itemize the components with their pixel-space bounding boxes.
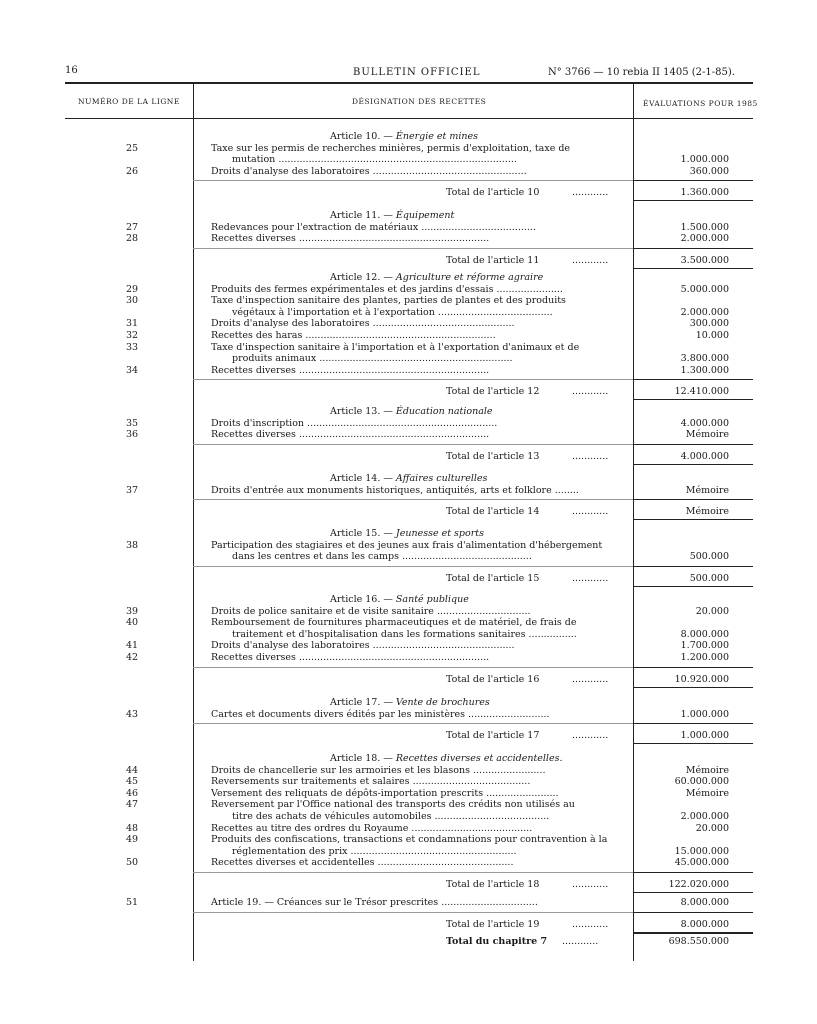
line-number: 30 [125,295,139,307]
designation-text: Recettes diverses ............................................................... [211,364,490,376]
article-total-amount: 3.500.000 [680,254,729,266]
section-rule [193,912,633,913]
line-number: 41 [125,640,139,652]
subtotal-rule [633,248,753,249]
amount-value: 1.700.000 [680,640,729,652]
subtotal-rule [633,566,753,567]
article-heading [330,753,562,764]
line-number: 43 [125,708,139,720]
designation-text: Remboursement de fournitures pharmaceutiques et de matériel, de frais de [211,617,577,629]
article-total-amount: 500.000 [689,572,729,584]
article-title: Jeunesse et sports [395,528,484,539]
amount-value: 1.200.000 [680,652,729,663]
col-header-line: NUMÉRO DE LA LIGNE [78,97,180,106]
article-total-label: Total de l'article 18 [446,879,540,890]
designation-text: dans les centres et dans les camps ........................................... [232,551,532,563]
grand-total-rule [633,932,753,934]
line-number: 27 [125,221,139,233]
line-number: 34 [125,364,139,376]
subtotal-rule [633,723,753,724]
line-number: 40 [125,617,139,629]
amount-value: 1.500.000 [680,221,729,233]
total-leader-dots: ............ [572,673,609,685]
bulletin-title: BULLETIN OFFICIEL [353,67,481,78]
line-number: 39 [125,605,139,617]
line-number: 45 [125,776,139,788]
article-total-label: Total de l'article 12 [446,386,540,398]
amount-value: 1.000.000 [680,154,729,166]
issue-info: N° 3766 — 10 rebia II 1405 (2-1-85). [548,67,735,78]
article-total-label: Total de l'article 13 [446,450,540,462]
section-rule [193,566,633,567]
designation-text: végétaux à l'importation et à l'exportation ...................................... [232,306,553,318]
designation-text: traitement et d'hospitalisation dans les formations sanitaires ................ [232,628,577,640]
amount-value: 8.000.000 [680,897,729,908]
article-total-label: Total de l'article 11 [446,254,540,266]
article-total-amount: 1.360.000 [680,187,729,199]
total-leader-dots: ............ [572,386,609,398]
line-number: 50 [125,857,139,869]
total-rule [633,464,753,465]
article-number: Article 15. — [330,528,396,539]
article-title: Vente de brochures [395,697,490,708]
designation-text: mutation ............................................................................... [232,154,517,166]
section-rule [193,723,633,724]
article-title: Santé publique [395,594,469,605]
amount-value: 5.000.000 [680,283,729,295]
col-divider-2 [633,84,634,961]
section-rule [193,872,633,873]
subtotal-rule [633,444,753,445]
article-number: Article 12. — [330,272,396,283]
page-number: 16 [65,65,78,76]
line-number: 48 [125,822,139,834]
article-heading [330,697,490,708]
total-leader-dots: ............ [572,918,609,930]
amount-value: 45.000.000 [674,857,729,869]
article-total-label: Total de l'article 14 [446,506,540,518]
article-heading [330,594,469,605]
total-rule [633,892,753,893]
article-number: Article 18. — [330,753,396,764]
designation-text: Recettes au titre des ordres du Royaume ........................................ [211,822,533,834]
amount-value: 500.000 [689,551,729,563]
amount-value: 2.000.000 [680,233,729,245]
col-header-evaluation: ÉVALUATIONS POUR 1985 [643,99,758,108]
designation-text: Redevances pour l'extraction de matériaux ...................................... [211,221,536,233]
article-title: Énergie et mines [395,131,479,142]
article-heading [330,406,493,417]
total-rule [633,268,753,269]
article-heading [330,272,543,283]
line-number: 38 [125,539,139,551]
amount-value: 3.800.000 [680,353,729,365]
line-number: 25 [125,142,139,154]
total-rule [633,743,753,744]
article-total-amount: Mémoire [685,506,729,518]
designation-text: produits animaux ................................................................ [232,353,513,365]
amount-value: 2.000.000 [680,811,729,822]
amount-value: 60.000.000 [674,776,729,788]
article-total-label: Total de l'article 10 [446,187,540,199]
article-title: Équipement [395,210,455,221]
amount-value: Mémoire [685,764,729,776]
total-leader-dots: ............ [572,730,609,742]
subtotal-rule [633,912,753,913]
designation-text: titre des achats de véhicules automobiles ...................................... [232,811,550,822]
line-number: 44 [125,764,139,776]
amount-value: 10.000 [695,330,729,341]
designation-text: Versement des reliquats de dépôts-importation prescrits ........................ [211,787,559,799]
designation-text: Recettes diverses ............................................................... [211,652,490,663]
designation-text: Recettes diverses ............................................................... [211,429,490,441]
article-number: Article 10. — [330,131,396,142]
subtotal-rule [633,379,753,380]
article-title: Agriculture et réforme agraire [395,272,544,283]
article-heading [330,473,487,484]
section-rule [193,379,633,380]
amount-value: 15.000.000 [674,845,729,857]
section-rule [193,667,633,668]
line-number: 33 [125,341,139,353]
total-leader-dots: ............ [572,187,609,199]
article-total-label: Total de l'article 17 [446,730,540,742]
amount-value: 8.000.000 [680,628,729,640]
article-total-amount: 10.920.000 [674,673,729,685]
article-total-amount: 8.000.000 [680,918,729,930]
section-rule [193,444,633,445]
line-number: 42 [125,652,139,663]
line-number: 36 [125,429,139,441]
total-rule [633,519,753,520]
article-number: Article 13. — [330,406,396,417]
total-rule [633,586,753,587]
section-rule [193,499,633,500]
amount-value: 20.000 [695,605,729,617]
amount-value: 300.000 [689,318,729,330]
designation-text: Recettes diverses ............................................................... [211,233,490,245]
designation-text: Taxe d'inspection sanitaire à l'importation et à l'exportation d'animaux et de [211,341,580,353]
article-total-label: Total de l'article 16 [446,673,540,685]
designation-text: Recettes diverses et accidentelles ............................................. [211,857,514,869]
amount-value: 1.300.000 [680,364,729,376]
designation-text: Droits de police sanitaire et de visite sanitaire ............................... [211,605,531,617]
line-number: 26 [125,165,139,177]
line-number: 28 [125,233,139,245]
subtotal-rule [633,872,753,873]
amount-value: Mémoire [685,484,729,496]
article-heading [330,131,478,142]
subtotal-rule [633,180,753,181]
article-title: Affaires culturelles [395,473,488,484]
article-number: Article 17. — [330,697,396,708]
designation-text: Droits de chancellerie sur les armoiries et les blasons ........................ [211,764,546,776]
line-number: 29 [125,283,139,295]
col-divider-1 [193,84,194,961]
designation-text: Participation des stagiaires et des jeunes aux frais d'alimentation d'hébergement [211,539,603,551]
designation-text: Droits d'analyse des laboratoires ............................................... [211,318,515,330]
line-number: 47 [125,799,139,811]
section-rule [193,248,633,249]
article-heading [330,528,484,539]
total-leader-dots: ............ [572,572,609,584]
subtotal-rule [633,499,753,500]
line-number: 46 [125,787,139,799]
article-total-amount: 1.000.000 [680,730,729,742]
total-leader-dots: ............ [572,879,609,890]
article-number: Article 11. — [330,210,396,221]
section-rule [193,180,633,181]
grand-total-label: Total du chapitre 7 [446,936,548,947]
article-total-amount: 12.410.000 [674,386,729,398]
amount-value: 360.000 [689,165,729,177]
designation-text: Droits d'inscription ............................................................... [211,417,498,429]
article-total-amount: 4.000.000 [680,450,729,462]
line-number: 49 [125,834,139,846]
grand-total-amount: 698.550.000 [668,936,729,947]
table-top-rule [65,82,753,84]
total-rule [633,399,753,400]
line-number: 35 [125,417,139,429]
col-header-designation: DÉSIGNATION DES RECETTES [352,97,487,106]
total-leader-dots: ............ [572,450,609,462]
line-number: 31 [125,318,139,330]
total-rule [633,200,753,201]
designation-text: Produits des confiscations, transactions et condamnations pour contravention à la [211,834,608,846]
total-leader-dots: ............ [572,506,609,518]
line-number: 37 [125,484,139,496]
designation-text: Taxe d'inspection sanitaire des plantes, parties de plantes et des produits [211,295,566,307]
article-number: Article 16. — [330,594,396,605]
designation-text: Droits d'analyse des laboratoires ............................................... [211,640,515,652]
grand-total-dots: ............ [562,936,599,947]
designation-text: Reversement par l'Office national des transports des crédits non utilisés au [211,799,575,811]
amount-value: Mémoire [685,787,729,799]
total-rule [633,687,753,688]
amount-value: 2.000.000 [680,306,729,318]
designation-text: Droits d'analyse des laboratoires ................................................... [211,165,527,177]
article-heading [330,210,454,221]
line-number: 51 [125,897,139,908]
amount-value: Mémoire [685,429,729,441]
article-total-amount: 122.020.000 [668,879,729,890]
designation-text: Droits d'entrée aux monuments historiques, antiquités, arts et folklore ........ [211,484,579,496]
designation-text: Recettes des haras ............................................................... [211,330,496,341]
designation-text: réglementation des prix ....................................................... [232,845,517,857]
article-title: Recettes diverses et accidentelles. [395,753,563,764]
article-total-label: Total de l'article 15 [446,572,540,584]
subtotal-rule [633,667,753,668]
designation-text: Article 19. — Créances sur le Trésor prescrites ................................ [211,897,538,908]
article-number: Article 14. — [330,473,396,484]
total-leader-dots: ............ [572,254,609,266]
amount-value: 4.000.000 [680,417,729,429]
designation-text: Taxe sur les permis de recherches minières, permis d'exploitation, taxe de [211,142,571,154]
designation-text: Produits des fermes expérimentales et des jardins d'essais ...................... [211,283,563,295]
article-title: Éducation nationale [395,406,493,417]
header-bottom-rule [65,118,753,119]
amount-value: 20.000 [695,822,729,834]
article-total-label: Total de l'article 19 [446,918,540,930]
amount-value: 1.000.000 [680,708,729,720]
designation-text: Reversements sur traitements et salaires ....................................... [211,776,531,788]
designation-text: Cartes et documents divers édités par les ministères ........................... [211,708,550,720]
line-number: 32 [125,330,139,341]
